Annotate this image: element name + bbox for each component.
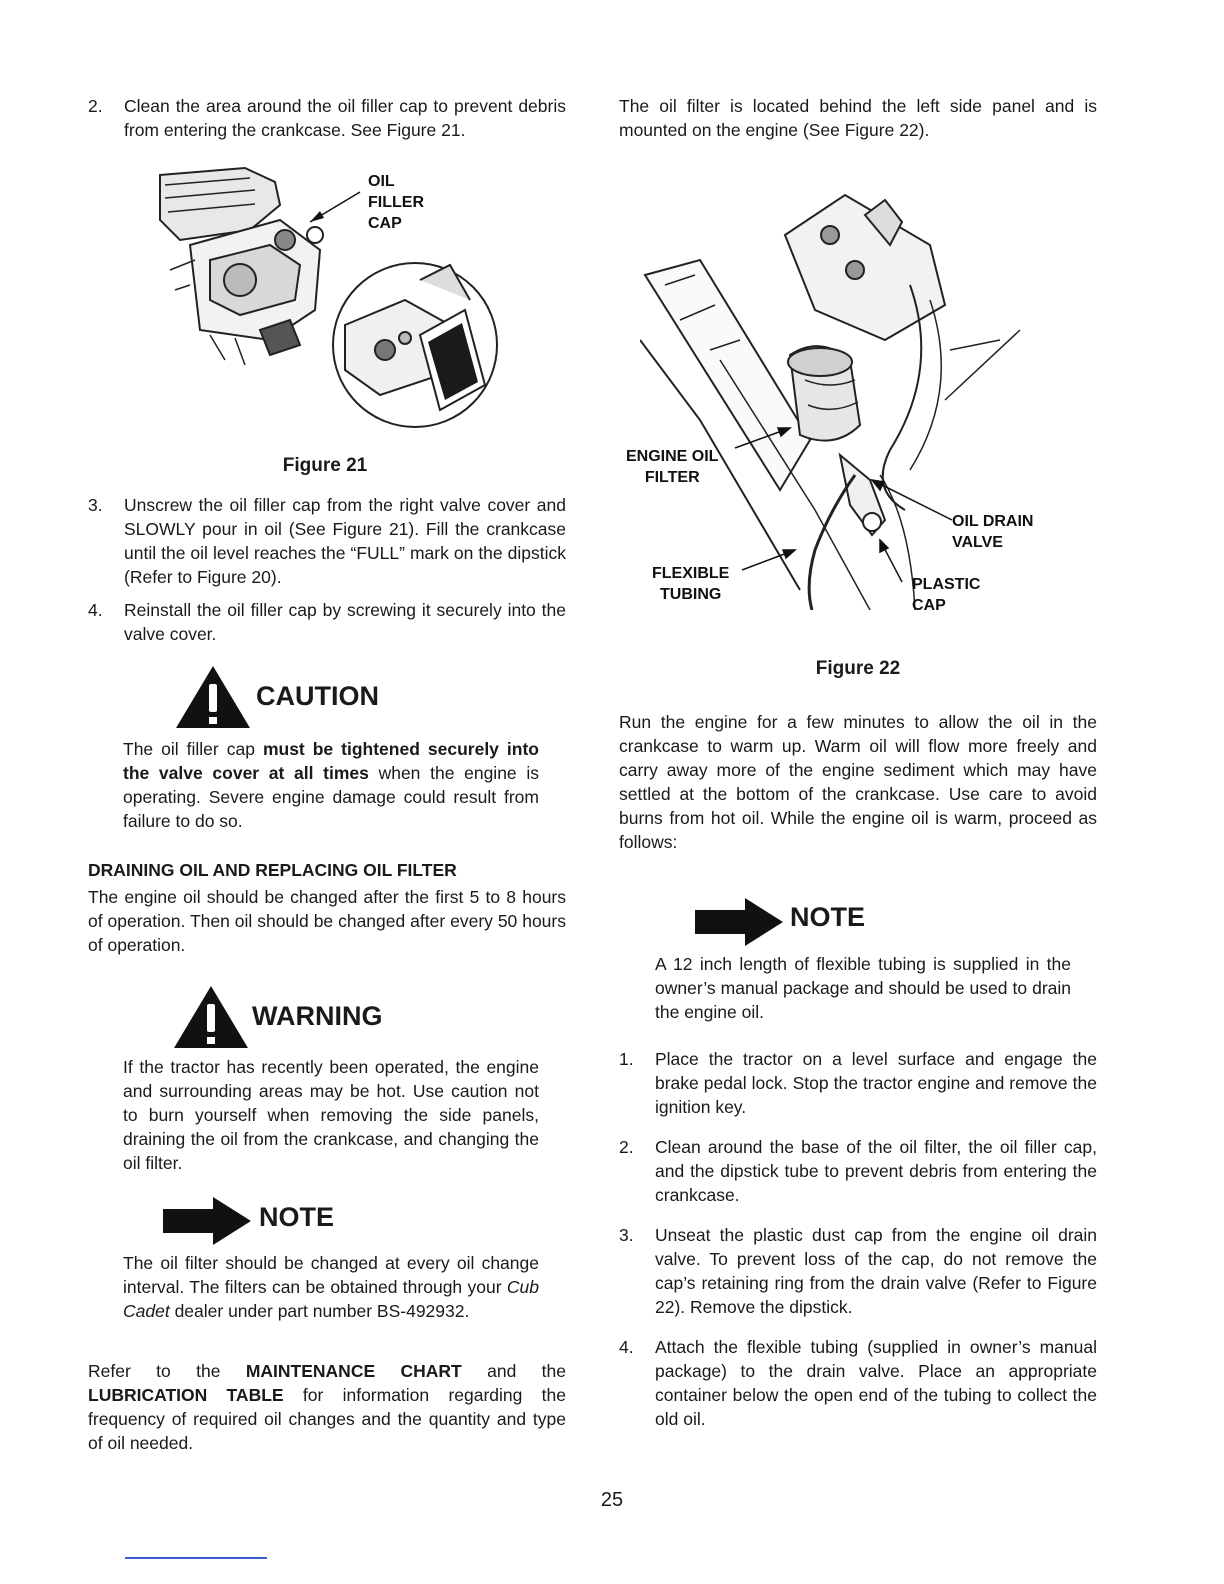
drain-step-1 <box>619 1047 1097 1119</box>
step-text: Unseat the plastic dust cap from the engine oil drain valve. To prevent loss of the cap, do not remove the cap’s retaining ring from the drain valve (Refer to Figure 22). Remove the dipstick. <box>655 1225 1097 1317</box>
step-3 <box>88 493 566 589</box>
note-arrow-icon <box>163 1195 253 1247</box>
step-number: 4. <box>88 600 103 620</box>
step-text: Clean around the base of the oil filter, the oil filler cap, and the dipstick tube to prevent debris from entering the crankcase. <box>655 1137 1097 1205</box>
caution-warning-icon <box>174 664 252 730</box>
step-text: Clean the area around the oil filler cap to prevent debris from entering the crankcase. See Figure 21. <box>124 96 566 140</box>
page-number: 25 <box>600 1489 624 1511</box>
label-flexible-tubing <box>652 563 729 605</box>
step-text: Unscrew the oil filler cap from the right valve cover and SLOWLY pour in oil (See Figure 21). Fill the crankcase until the oil level reaches the “FULL” mark on the dipstick (Refer to Figure 20). <box>124 495 566 587</box>
figure-21-illustration <box>150 160 500 445</box>
drain-step-4 <box>619 1335 1097 1431</box>
drain-step-2 <box>619 1135 1097 1207</box>
caution-text-emphasis: must be tightened securely into the valve cover at all times <box>123 739 539 783</box>
caution-title: CAUTION <box>256 681 379 711</box>
step-4 <box>88 598 566 646</box>
refer-text-part: for information regarding the frequency of required oil changes and the quantity and type of oil needed. <box>88 1385 566 1453</box>
warning-title: WARNING <box>252 1001 383 1031</box>
refer-text <box>88 1359 566 1455</box>
run-engine-text: Run the engine for a few minutes to allow the oil in the crankcase to warm up. Warm oil will flow more freely and carry away more of the engine sediment which may have settled at the bottom of the crankcase. Use care to avoid burns from hot oil. While the engine oil is warm, proceed as follows: <box>619 712 1097 852</box>
note-arrow-icon <box>695 896 785 948</box>
warning-text: If the tractor has recently been operated, the engine and surrounding areas may be hot. Use caution not to burn yourself when removing the side panels, draining the oil from the crankcase, and changing the oil filter. <box>123 1057 539 1173</box>
refer-text-part: and the <box>461 1361 567 1381</box>
step-text: Reinstall the oil filler cap by screwing it securely into the valve cover. <box>124 600 566 644</box>
step-number: 4. <box>619 1337 634 1357</box>
note-text: A 12 inch length of flexible tubing is supplied in the owner’s manual package and should be used to drain the engine oil. <box>655 954 1071 1022</box>
note-text-part: The oil filter should be changed at every oil change interval. The filters can be obtained through your <box>123 1253 539 1297</box>
figure-22-caption: Figure 22 <box>815 658 901 679</box>
label-line: OIL DRAIN <box>952 513 1034 530</box>
lubrication-table-ref: LUBRICATION TABLE <box>88 1385 284 1405</box>
note-title: NOTE <box>790 902 866 932</box>
label-oil-drain-valve <box>952 511 1033 553</box>
step-number: 2. <box>619 1137 634 1157</box>
step-text: Place the tractor on a level surface and engage the brake pedal lock. Stop the tractor engine and remove the ignition key. <box>655 1049 1097 1117</box>
label-line: FILLER <box>368 194 424 211</box>
label-line: PLASTIC <box>912 576 981 593</box>
label-engine-oil-filter <box>626 446 718 488</box>
maintenance-chart-ref: MAINTENANCE CHART <box>245 1361 462 1381</box>
label-line: CAP <box>912 597 946 614</box>
refer-text-part: Refer to the <box>88 1361 246 1381</box>
label-line: VALVE <box>952 534 1003 551</box>
step-number: 3. <box>619 1225 634 1245</box>
caution-text-part: when the engine is operating. Severe engine damage could result from failure to do so. <box>123 763 539 831</box>
note-text-part: dealer under part number BS-492932. <box>169 1301 470 1321</box>
step-number: 3. <box>88 495 103 515</box>
brand-name: Cub Cadet <box>123 1277 539 1321</box>
caution-text-part: The oil filler cap <box>123 739 263 759</box>
label-line: CAP <box>368 215 402 232</box>
label-line: OIL <box>368 173 395 190</box>
label-line: FLEXIBLE <box>652 565 730 582</box>
note-text <box>123 1251 539 1323</box>
label-plastic-cap <box>912 574 980 616</box>
filter-location-text: The oil filter is located behind the left side panel and is mounted on the engine (See Figure 22). <box>619 96 1097 140</box>
step-number: 2. <box>88 96 103 116</box>
note-title: NOTE <box>259 1202 335 1232</box>
label-line: ENGINE OIL <box>626 448 719 465</box>
warning-icon <box>172 984 250 1050</box>
label-line: FILTER <box>644 469 700 486</box>
label-line: TUBING <box>660 586 722 603</box>
label-oil-filler-cap <box>368 171 424 234</box>
step-2 <box>88 94 566 142</box>
caution-text <box>123 737 539 833</box>
step-text: Attach the flexible tubing (supplied in owner’s manual package) to the drain valve. Place an appropriate container below the open end of the tubing to collect the old oil. <box>655 1337 1097 1429</box>
drain-step-3 <box>619 1223 1097 1319</box>
step-number: 1. <box>619 1049 634 1069</box>
draining-text: The engine oil should be changed after the first 5 to 8 hours of operation. Then oil should be changed after every 50 hours of operation. <box>88 887 566 955</box>
figure-21-caption: Figure 21 <box>282 455 368 476</box>
footer-divider <box>125 1557 267 1559</box>
section-heading: DRAINING OIL AND REPLACING OIL FILTER <box>88 860 457 880</box>
